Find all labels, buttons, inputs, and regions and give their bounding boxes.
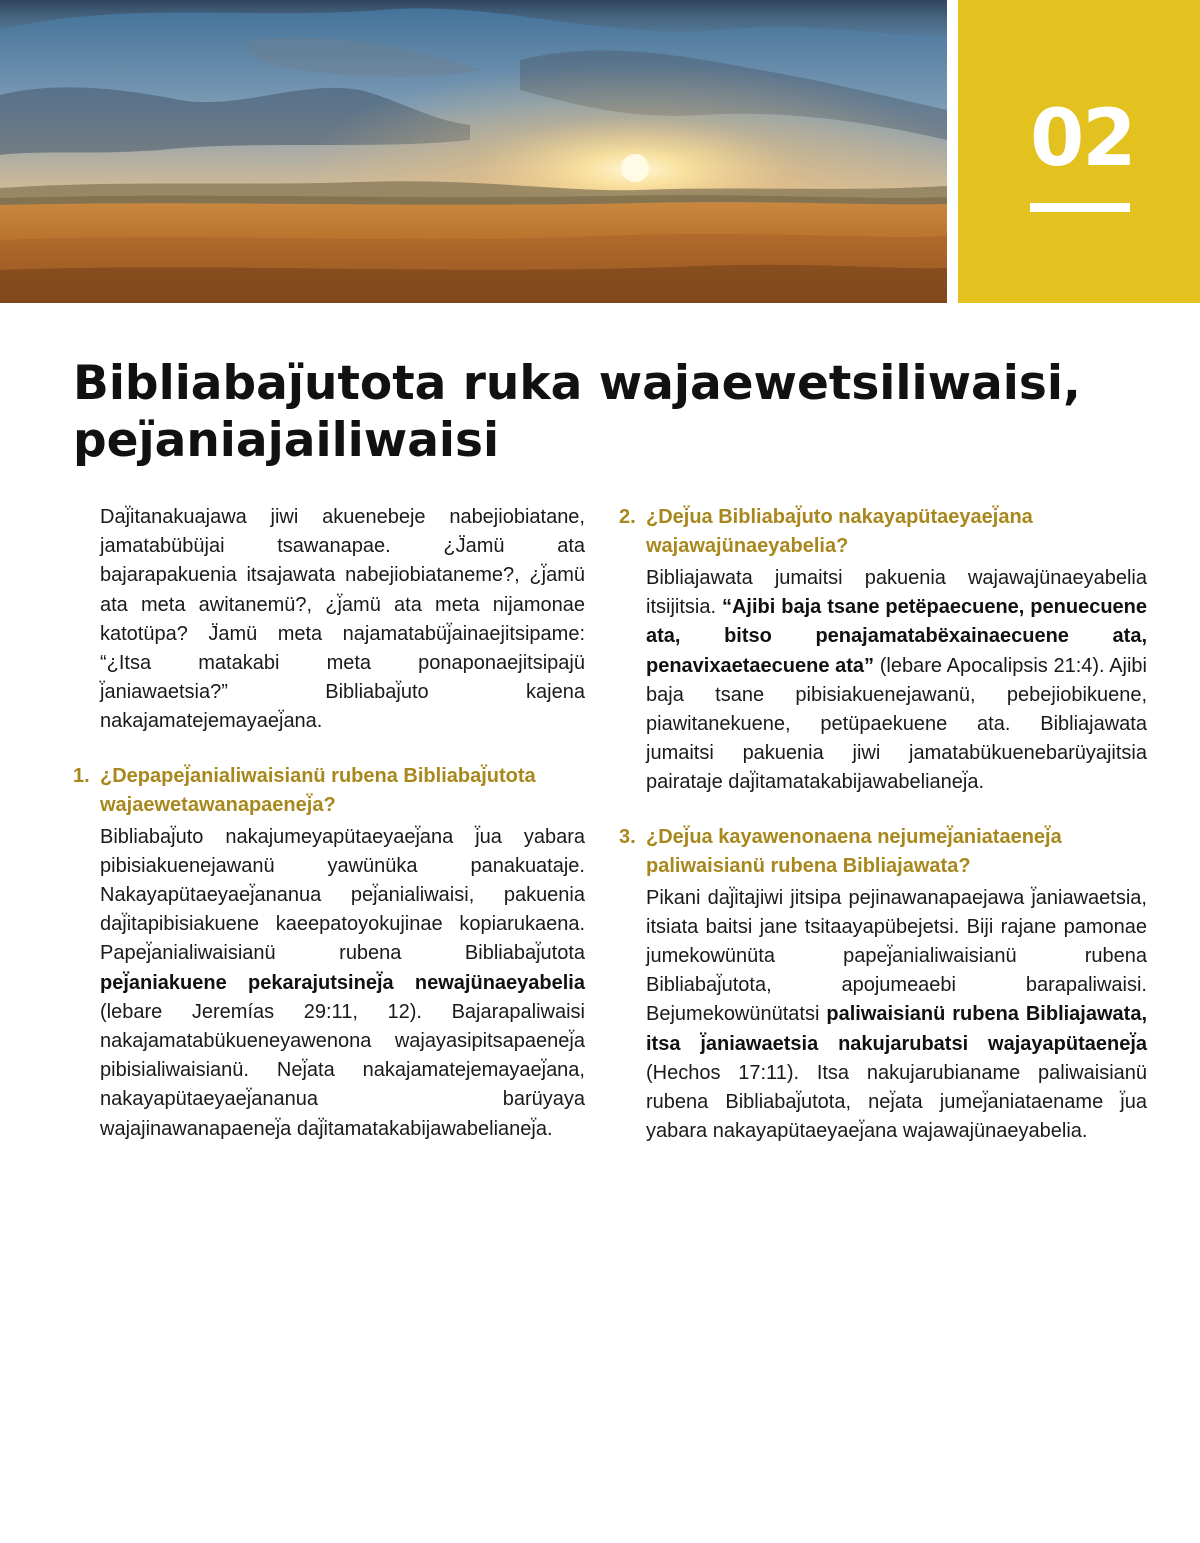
answer-1 [100,823,585,1144]
question-3-text: ¿Dej̈ua kayawenonaena nejumej̈aniataenej̈a paliwaisianü rubena Bibliajawata? [646,825,1062,877]
question-1-number: 1. [73,764,90,787]
hero-image [0,0,947,303]
left-column [73,503,585,1144]
intro-paragraph: Daj̈itanakuajawa jiwi akuenebeje nabejiobiatane, jamatabübüjai tsawanapae. ¿J̈amü ata bajarapakuenia itsajawata nabejiobiataneme?, ¿j̈amü ata meta awitanemü?, ¿j̈amü ata meta nijamonae katotüpa? J̈amü meta najamatabüj̈ainaejitsipame: “¿Itsa matakabi meta ponaponaejitsipajü j̈aniawaetsia?” Bibliabaj̈uto kajena nakajamatejemayaej̈ana. [100,506,585,733]
answer-3 [646,884,1147,1147]
right-column [619,503,1148,1146]
answer-3-text-a: Pikani daj̈itajiwi jitsipa pejinawanapaejawa j̈aniawaetsia, itsiata baitsi jane tsitaayapübejetsi. Biji rajane pamonae jumekowünüta papej̈anialiwaisianü rubena Bibliabaj̈utota, apojumeaebi barapaliwaisi. Bejumekowünütatsi [646,886,1147,1026]
wheat-field-sunset-image [0,0,947,303]
answer-2 [646,564,1147,798]
answer-2-text-b: (lebare Apocalipsis 21:4). Ajibi baja tsane pibisiakuenejawanü, pebejiobikuene, piawitanekuene, petüpaekuene ata. Bibliajawata jumaitsi pakuenia jiwi jamatabükuenebarüyajitsia pairataje daj̈itamatakabijawabelianej̈a. [646,654,1147,794]
answer-1-text-a: Bibliabaj̈uto nakajumeyapütaeyaej̈ana j̈ua yabara pibisiakuenejawanü yawünüka panakuataje. Nakayapütaeyaej̈ananua pej̈anialiwaisi, pakuenia daj̈itapibisiakuene kaeepatoyokujinae kopiarukaena. Papej̈anialiwaisianü rubena Bibliabaj̈utota [100,825,585,965]
lesson-underline [1030,203,1130,212]
question-2-text: ¿Dej̈ua Bibliabaj̈uto nakayapütaeyaej̈ana wajawajünaeyabelia? [646,506,1033,557]
title-line-1: Bibliabaj̈utota ruka wajaewetsiliwaisi, [73,356,1081,411]
question-2 [619,503,1147,561]
page-title [73,355,1133,469]
question-1-text: ¿Depapej̈anialiwaisianü rubena Bibliabaj̈utota wajaewetawanapaenej̈a? [100,764,536,816]
answer-1-text-b: (lebare Jeremías 29:11, 12). Bajarapaliwaisi nakajamatabükueneyawenona wajayasipitsapaenej̈a pibisialiwaisianü. Nej̈ata nakajamatejemayaej̈ana, nakayapütaeyaej̈ananua barüyaya wajajinawanapaenej̈a daj̈itamatakabijawabelianej̈a. [100,1000,585,1140]
title-line-2: pej̈aniajailiwaisi [73,413,500,468]
lesson-number: 02 [1030,94,1135,184]
answer-3-emphasis: paliwaisianü rubena Bibliajawata, itsa j̈aniawaetsia nakujarubatsi wajayapütaenej̈a [646,1003,1148,1055]
answer-3-text-b: (Hechos 17:11). Itsa nakujarubianame paliwaisianü rubena Bibliabaj̈utota, nej̈ata jumej̈aniataename j̈ua yabara nakayapütaeyaej̈ana wajawajünaeyabelia. [646,1061,1147,1143]
answer-2-emphasis: “Ajibi baja tsane petëpaecuene, penuecuene ata, bitso penajamatabëxainaecuene ata, penavixaetaecuene ata” [646,596,1147,677]
question-1 [73,762,585,820]
answer-1-emphasis: pej̈aniakuene pekarajutsinej̈a newajünaeyabelia [100,971,585,994]
question-2-number: 2. [619,506,636,528]
question-3-number: 3. [619,825,636,848]
question-3 [619,823,1147,881]
answer-2-text-a: Bibliajawata jumaitsi pakuenia wajawajünaeyabelia itsijitsia. [646,567,1147,619]
